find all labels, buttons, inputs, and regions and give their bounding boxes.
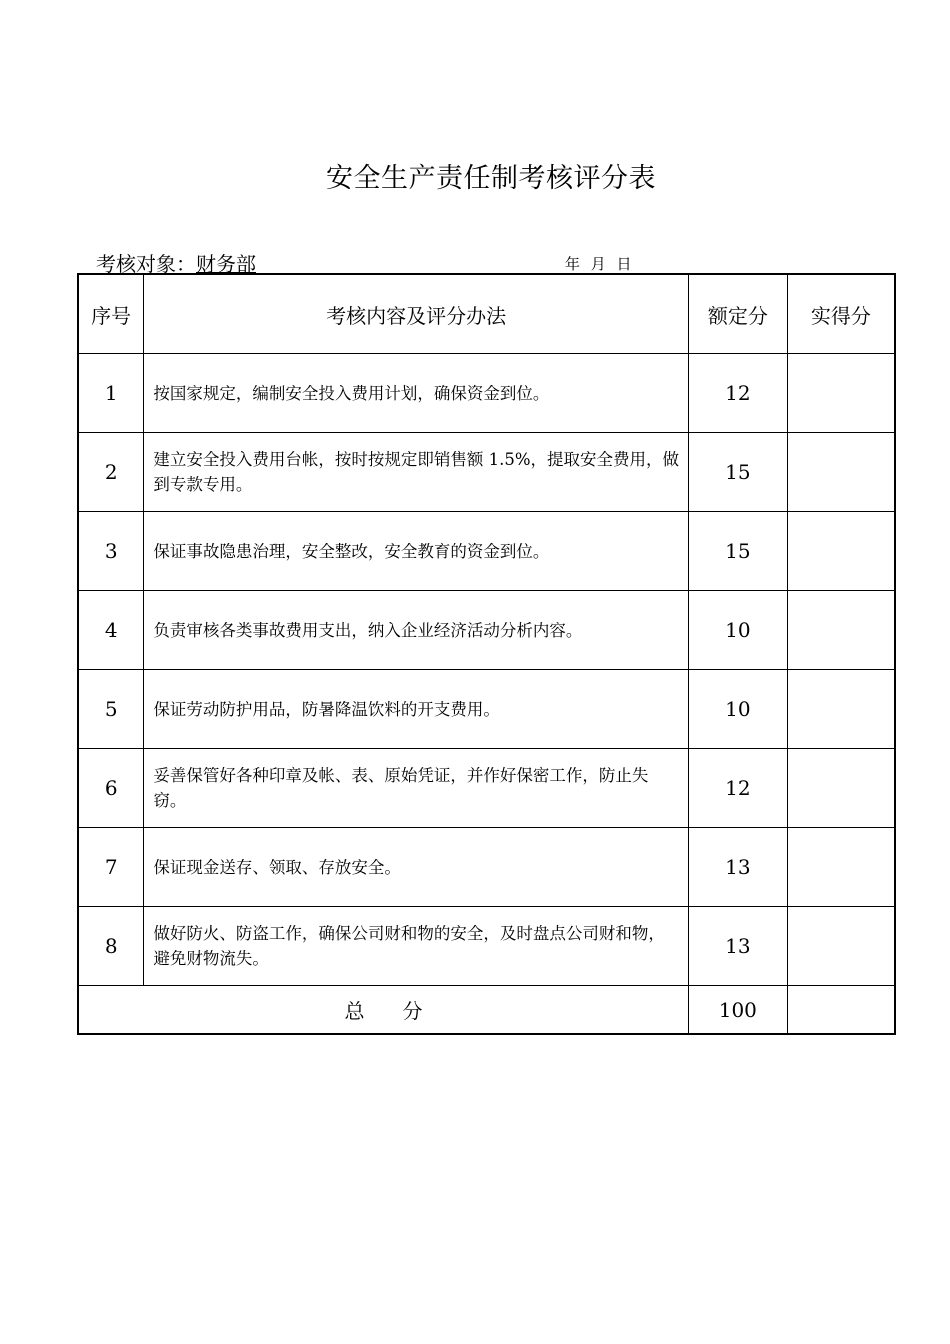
row-actual-score[interactable] [787,670,895,749]
target-value: 财务部 [196,252,256,276]
row-content: 妥善保管好各种印章及帐、表、原始凭证，并作好保密工作，防止失窃。 [144,749,689,828]
total-label-text: 总分 [344,999,461,1023]
target-label: 考核对象： [96,252,196,276]
row-content: 按国家规定，编制安全投入费用计划，确保资金到位。 [144,354,689,433]
table-row [78,749,895,828]
row-rated-score: 10 [688,670,787,749]
row-actual-score[interactable] [787,828,895,907]
row-index: 2 [78,433,144,512]
row-actual-score[interactable] [787,354,895,433]
row-rated-score: 13 [688,828,787,907]
row-index: 1 [78,354,144,433]
table-row [78,354,895,433]
row-actual-score[interactable] [787,907,895,986]
row-actual-score[interactable] [787,512,895,591]
header-rated: 额定分 [688,274,787,354]
total-actual-score[interactable] [787,986,895,1035]
row-rated-score: 15 [688,512,787,591]
total-label [78,986,688,1035]
table-row [78,512,895,591]
table-row [78,828,895,907]
row-content: 做好防火、防盗工作，确保公司财和物的安全，及时盘点公司财和物，避免财物流失。 [144,907,689,986]
row-index: 3 [78,512,144,591]
row-content: 负责审核各类事故费用支出，纳入企业经济活动分析内容。 [144,591,689,670]
row-actual-score[interactable] [787,433,895,512]
row-rated-score: 10 [688,591,787,670]
total-rated-score: 100 [688,986,787,1035]
row-rated-score: 13 [688,907,787,986]
row-content: 保证劳动防护用品，防暑降温饮料的开支费用。 [144,670,689,749]
header-index: 序号 [78,274,144,354]
table-row [78,433,895,512]
total-row [78,986,895,1035]
header-actual: 实得分 [787,274,895,354]
row-actual-score[interactable] [787,591,895,670]
table-row [78,670,895,749]
row-index: 7 [78,828,144,907]
table-row [78,591,895,670]
row-rated-score: 12 [688,354,787,433]
table-row [78,907,895,986]
row-content: 建立安全投入费用台帐，按时按规定即销售额 1.5%，提取安全费用，做到专款专用。 [144,433,689,512]
row-rated-score: 15 [688,433,787,512]
row-index: 5 [78,670,144,749]
row-index: 6 [78,749,144,828]
row-actual-score[interactable] [787,749,895,828]
header-content: 考核内容及评分办法 [144,274,689,354]
row-content: 保证现金送存、领取、存放安全。 [144,828,689,907]
row-content: 保证事故隐患治理，安全整改，安全教育的资金到位。 [144,512,689,591]
row-index: 4 [78,591,144,670]
table-header-row [78,274,895,354]
date-field: 年 月 日 [565,255,632,273]
page-title: 安全生产责任制考核评分表 [326,163,656,194]
row-index: 8 [78,907,144,986]
score-table [77,273,896,1035]
row-rated-score: 12 [688,749,787,828]
